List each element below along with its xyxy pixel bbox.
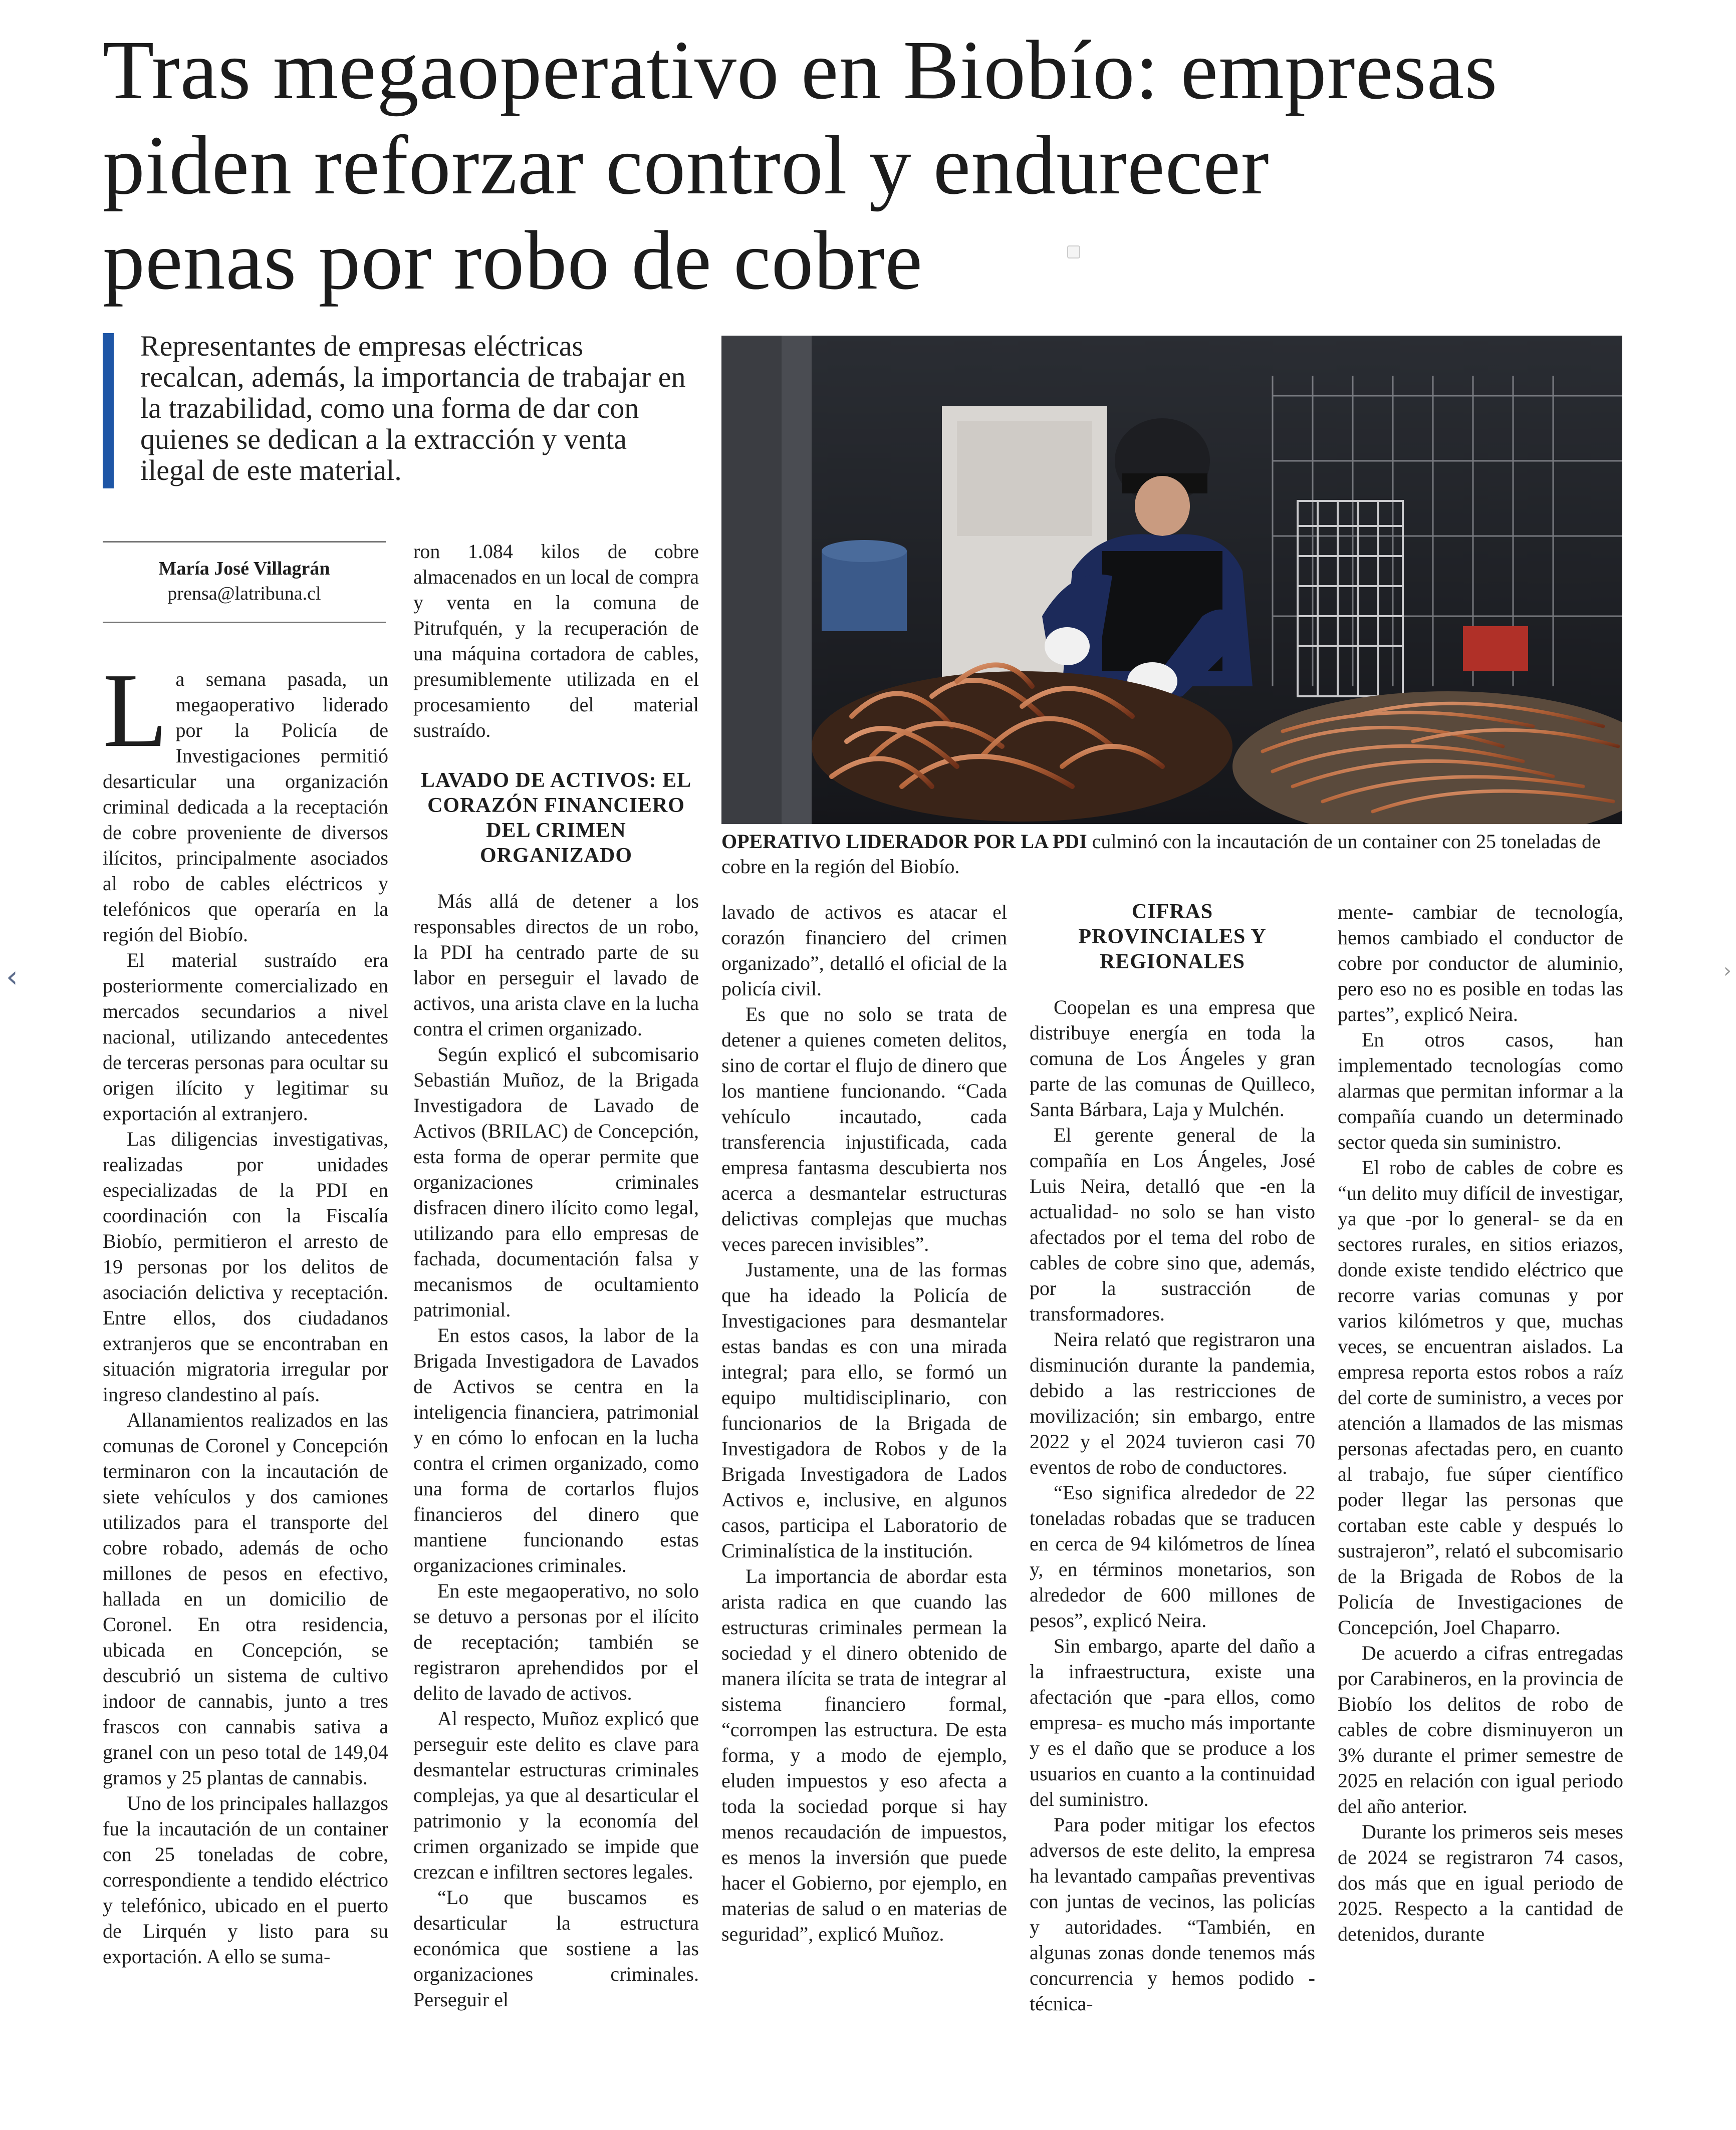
column-4 xyxy=(1030,899,1315,2016)
paragraph: “Lo que buscamos es desarticular la estructura económica que sostiene a las organizaciones criminales. Perseguir el xyxy=(413,1886,699,2011)
chevron-left-icon[interactable]: ‹ xyxy=(6,959,18,994)
paragraph: ron 1.084 kilos de cobre almacenados en un local de compra y venta en la comuna de Pitrufquén, y la recuperación de una máquina cortadora de cables, presumiblemente utilizada en el procesamiento del material sustraído. xyxy=(413,540,699,741)
paragraph: El gerente general de la compañía en Los Ángeles, José Luis Neira, detalló que -en la actualidad- no solo se han visto afectados por el tema del robo de cables de cobre sino que, además, por la sustracción de transformadores. xyxy=(1030,1124,1315,1325)
section-heading: LAVADO DE ACTIVOS: EL CORAZÓN FINANCIERO DEL CRIMEN ORGANIZADO xyxy=(420,769,692,867)
headline-line-1: Tras megaoperativo en Biobío: empresas xyxy=(103,24,1498,117)
paragraph: Durante los primeros seis meses de 2024 se registraron 74 casos, dos más que en igual periodo de 2025. Respecto a la cantidad de detenidos, durante xyxy=(1338,1820,1623,1945)
paragraph: En estos casos, la labor de la Brigada Investigadora de Lavados de Activos se centra en la inteligencia financiera, patrimonial y en cómo lo enfocan en la lucha contra el crimen organizado, como una forma de cortarlos flujos financieros del dinero que mantiene funcionando estas organizaciones criminales. xyxy=(413,1324,699,1576)
paragraph: Según explicó el subcomisario Sebastián Muñoz, de la Brigada Investigadora de Lavado de Activos (BRILAC) de Concepción, esta forma de operar permite que organizaciones criminales disfracen dinero ilícito como legal, utilizando para ello empresas de fachada, documentación falsa y mecanismos de ocultamiento patrimonial. xyxy=(413,1043,699,1321)
byline xyxy=(103,541,386,623)
paragraph: Más allá de detener a los responsables directos de un robo, la PDI ha centrado parte de su labor en perseguir el lavado de activos, una arista clave en la lucha contra el crimen organizado. xyxy=(413,890,699,1040)
column-1 xyxy=(103,651,388,1969)
author-name: María José Villagrán xyxy=(158,558,330,579)
chevron-right-icon[interactable]: › xyxy=(1723,959,1731,982)
paragraph: lavado de activos es atacar el corazón financiero del crimen organizado”, detalló el oficial de la policía civil. xyxy=(721,901,1007,1000)
author-email[interactable]: prensa@latribuna.cl xyxy=(167,583,321,604)
headline-line-2: piden reforzar control y endurecer xyxy=(103,119,1270,212)
paragraph: El robo de cables de cobre es “un delito muy difícil de investigar, ya que -por lo general- se da en sectores rurales, en sitios eriazos, donde existe tendido eléctrico que recorre varias comunas y por varios kilómetros y que, muchas veces, se encuentran aislados. La empresa reporta estos robos a raíz del corte de suministro, a veces por atención a llamados de las mismas personas afectadas pero, en cuanto al trabajo, fue súper científico poder llegar las personas que cortaban este cable y después lo sustrajeron”, relató el subcomisario de la Brigada de Robos de la Policía de Investigaciones de Concepción, Joel Chaparro. xyxy=(1338,1156,1623,1639)
dropcap: L xyxy=(103,651,168,769)
paragraph: Uno de los principales hallazgos fue la incautación de un container con 25 toneladas de cobre, correspondiente a tendido eléctrico y telefónico, ubicado en el puerto de Lirquén y listo para su exportación. A ello se suma- xyxy=(103,1792,388,1968)
headline xyxy=(103,23,1681,308)
column-3 xyxy=(721,899,1007,1947)
paragraph: En otros casos, han implementado tecnologías como alarmas que permitan informar a la compañía cuando un determinado sector queda sin suministro. xyxy=(1338,1028,1623,1153)
paragraph: Neira relató que registraron una disminución durante la pandemia, debido a las restricciones de movilización; sin embargo, entre 2022 y el 2024 tuvieron casi 70 eventos de robo de conductores. xyxy=(1030,1328,1315,1478)
paragraph: “Eso significa alrededor de 22 toneladas robadas que se traducen en cerca de 94 kilómetros de línea y, en términos monetarios, son alrededor de 600 millones de pesos”, explicó Neira. xyxy=(1030,1481,1315,1632)
news-photo-illustration xyxy=(721,336,1622,824)
paragraph: Para poder mitigar los efectos adversos de este delito, la empresa ha levantado campañas preventivas con juntas de vecinos, las policías y autoridades. “También, en algunas zonas donde tenemos más concurrencia y hemos podido -técnica- xyxy=(1030,1813,1315,2015)
paragraph: Las diligencias investigativas, realizadas por unidades especializadas de la PDI en coordinación con la Fiscalía Biobío, permitieron el arresto de 19 personas por los delitos de asociación delictiva y receptación. Entre ellos, dos ciudadanos extranjeros que se encontraban en situación migratoria irregular por ingreso clandestino al país. xyxy=(103,1128,388,1406)
paragraph: La semana pasada, un megaoperativo liderado por la Policía de Investigaciones permitió desarticular una organización criminal dedicada a la receptación de cobre proveniente de diversos ilícitos, principalmente asociados al robo de cables eléctricos y telefónicos que operaría en la región del Biobío. xyxy=(103,651,388,946)
paragraph: Justamente, una de las formas que ha ideado la Policía de Investigaciones para desmantelar estas bandas es con una mirada integral; para ello, se formó un equipo multidisciplinario, con funcionarios de la Brigada de Investigadora de Robos y de la Brigada Investigadora de Lados Activos e, inclusive, en algunos casos, participa el Laboratorio de Criminalística de la institución. xyxy=(721,1258,1007,1562)
paragraph: Sin embargo, aparte del daño a la infraestructura, existe una afectación que -para ellos, como empresa- es mucho más importante y es el daño que se produce a los usuarios en cuanto a la continuidad del suministro. xyxy=(1030,1635,1315,1810)
paragraph: Al respecto, Muñoz explicó que perseguir este delito es clave para desmantelar estructuras criminales complejas, ya que al desarticular el patrimonio y la economía del crimen organizado se impide que crezcan e infiltren sectores legales. xyxy=(413,1707,699,1883)
paragraph: Allanamientos realizados en las comunas de Coronel y Concepción terminaron con la incautación de siete vehículos y dos camiones utilizados para el transporte del cobre robado, además de ocho millones de pesos en efectivo, hallada en un domicilio de Coronel. En otra residencia, ubicada en Concepción, se descubrió un sistema de cultivo indoor de cannabis, junto a tres frascos con cannabis sativa a granel con un peso total de 149,04 gramos y 25 plantas de cannabis. xyxy=(103,1409,388,1789)
caption-text: culminó con la incautación de un container con 25 toneladas de cobre en la región del Biobío. xyxy=(721,830,1601,878)
column-5 xyxy=(1338,899,1623,1947)
section-heading: CIFRAS PROVINCIALES Y REGIONALES xyxy=(1078,900,1267,973)
paragraph: De acuerdo a cifras entregadas por Carabineros, en la provincia de Biobío los delitos de robo de cables de cobre disminuyeron un 3% durante el primer semestre de 2025 en relación con igual periodo del año anterior. xyxy=(1338,1642,1623,1817)
photo-caption xyxy=(721,829,1618,879)
paragraph: El material sustraído era posteriormente comercializado en mercados secundarios a nivel nacional, utilizando antecedentes de terceras personas para ocultar su origen ilícito y legitimar su exportación al extranjero. xyxy=(103,949,388,1125)
news-photo xyxy=(721,336,1622,824)
paragraph: mente- cambiar de tecnología, hemos cambiado el conductor de cobre por conductor de aluminio, pero eso no es posible en todas las partes”, explicó Neira. xyxy=(1338,901,1623,1025)
lead-paragraph: Representantes de empresas eléctricas recalcan, además, la importancia de trabajar en la trazabilidad, como una forma de dar con quienes se dedican a la extracción y venta ilegal de este material. xyxy=(140,330,686,486)
paragraph: Es que no solo se trata de detener a quienes cometen delitos, sino de cortar el flujo de dinero que los mantiene funcionando. “Cada vehículo incautado, cada transferencia injustificada, cada empresa fantasma descubierta nos acerca a desmantelar estructuras delictivas complejas que muchas veces parecen invisibles”. xyxy=(721,1003,1007,1255)
column-2 xyxy=(413,539,699,2012)
bookmark-icon[interactable] xyxy=(1067,245,1080,258)
paragraph: Coopelan es una empresa que distribuye energía en toda la comuna de Los Ángeles y gran parte de las comunas de Quilleco, Santa Bárbara, Laja y Mulchén. xyxy=(1030,996,1315,1121)
caption-lead: OPERATIVO LIDERADOR POR LA PDI xyxy=(721,830,1087,853)
paragraph: En este megaoperativo, no solo se detuvo a personas por el ilícito de receptación; también se registraron aprehendidos por el delito de lavado de activos. xyxy=(413,1579,699,1704)
headline-line-3: penas por robo de cobre xyxy=(103,214,923,307)
lead-accent-bar xyxy=(103,333,114,488)
paragraph: La importancia de abordar esta arista radica en que cuando las estructuras criminales permean la sociedad y el dinero obtenido de manera ilícita se trata de integrar al sistema financiero formal, “corrompen las estructura. De esta forma, y a modo de ejemplo, eluden impuestos y eso afecta a toda la sociedad porque si hay menos recaudación de impuestos, es menos la inversión que puede hacer el Gobierno, por ejemplo, en materias de salud o en materias de seguridad”, explicó Muñoz. xyxy=(721,1565,1007,1945)
